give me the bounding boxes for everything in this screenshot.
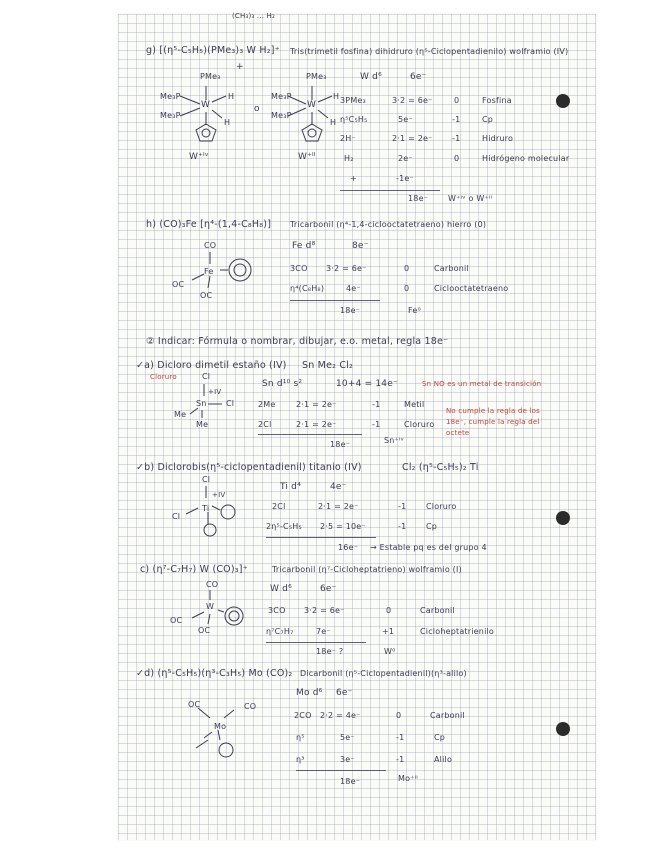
sum-line bbox=[340, 190, 440, 191]
table-head-metal: W d⁶ bbox=[360, 72, 382, 82]
total: 16e⁻ bbox=[338, 543, 359, 552]
label: PMe₃ bbox=[306, 72, 327, 81]
table-head-e: 6e⁻ bbox=[336, 688, 353, 698]
row-charge: 0 bbox=[454, 96, 460, 105]
row-ligand: + bbox=[350, 174, 357, 183]
row-calc: 4e⁻ bbox=[346, 284, 361, 293]
row-ligand: η⁵C₅H₅ bbox=[340, 115, 368, 124]
row-name: Metil bbox=[404, 400, 425, 409]
section-h-header: h) (CO)₃Fe [η⁴-(1,4-C₈H₈)] bbox=[146, 219, 272, 230]
label: Cl bbox=[226, 399, 235, 408]
label: OC bbox=[188, 700, 201, 709]
ox-state-a: W⁺ᴵᵛ bbox=[189, 152, 209, 162]
row-name: Hidruro bbox=[482, 134, 514, 143]
total: 18e⁻ bbox=[340, 306, 361, 315]
row-name: Cloruro bbox=[426, 502, 457, 511]
label: Cl bbox=[202, 475, 211, 484]
note-octet-rule: No cumple la regla de los 18e⁻, cumple la regla del octete bbox=[446, 407, 541, 437]
row-ligand: 2η⁵-C₅H₅ bbox=[266, 522, 302, 531]
total: 18e⁻ bbox=[330, 440, 351, 449]
row-ligand: H₂ bbox=[344, 154, 354, 163]
label: H bbox=[224, 118, 231, 127]
correction: Cloruro bbox=[150, 373, 177, 381]
row-calc: 2·1 = 2e⁻ bbox=[392, 134, 433, 143]
row-charge: 0 bbox=[454, 154, 460, 163]
label: OC bbox=[198, 626, 211, 635]
sum-line bbox=[266, 642, 366, 643]
label: CO bbox=[204, 241, 217, 250]
total: 18e⁻ ? bbox=[316, 647, 344, 656]
sum-line bbox=[296, 770, 386, 771]
stability-note: → Estable pq es del grupo 4 bbox=[370, 543, 487, 552]
metal-label: Ti bbox=[202, 504, 210, 513]
metal-label: W bbox=[307, 100, 317, 110]
row-ligand: 2Cl bbox=[272, 502, 286, 511]
row-charge: -1 bbox=[396, 733, 405, 742]
label: CO bbox=[244, 702, 257, 711]
row-calc: 2·1 = 2e⁻ bbox=[296, 420, 337, 429]
section-g-header: g) [(η⁵-C₅H₅)(PMe₃)₃ W H₂]⁺ bbox=[146, 45, 280, 56]
label: Me₃P bbox=[160, 92, 181, 101]
row-ligand: 2CO bbox=[294, 711, 312, 720]
note-not-transition-metal: Sn NO es un metal de transición bbox=[422, 380, 542, 388]
table-head-e: 6e⁻ bbox=[320, 584, 337, 594]
row-charge: +1 bbox=[382, 627, 395, 636]
row-ligand: 2Cl bbox=[258, 420, 272, 429]
label: Me₃P bbox=[160, 111, 181, 120]
section-2d-name: Dicarbonil (η⁵-Ciclopentadienil)(η³-alilo) bbox=[300, 669, 467, 678]
row-charge: -1 bbox=[372, 420, 381, 429]
metal-label: W bbox=[206, 602, 215, 611]
ox-state-b: W⁺ᴵᴵ bbox=[298, 152, 316, 162]
row-name: Ciclooctatetraeno bbox=[434, 284, 509, 293]
ox-label: +IV bbox=[212, 491, 226, 499]
row-calc: 3e⁻ bbox=[340, 755, 355, 764]
row-name: Alilo bbox=[434, 755, 453, 764]
row-ligand: η⁵ bbox=[296, 733, 305, 742]
row-charge: 0 bbox=[404, 284, 410, 293]
section-2a-header: ✓a) Dicloro dimetil estaño (IV) bbox=[136, 360, 287, 371]
ox-state: Sn⁺ᴵᵛ bbox=[384, 436, 405, 445]
label: Me bbox=[174, 410, 187, 419]
label: PMe₃ bbox=[200, 72, 221, 81]
row-name: Hidrógeno molecular bbox=[482, 154, 570, 163]
row-ligand: η⁷C₇H₇ bbox=[266, 627, 294, 636]
row-calc: 5e⁻ bbox=[398, 115, 413, 124]
row-name: Fosfina bbox=[482, 96, 512, 105]
label: H bbox=[228, 92, 235, 101]
row-charge: -1 bbox=[452, 134, 461, 143]
row-name: Carbonil bbox=[420, 606, 455, 615]
table-head-e: 4e⁻ bbox=[330, 482, 347, 492]
label: OC bbox=[200, 291, 213, 300]
section-2-title: ② Indicar: Fórmula o nombrar, dibujar, e.o. metal, regla 18e⁻ bbox=[146, 336, 449, 347]
table-head-e: 10+4 = 14e⁻ bbox=[336, 379, 398, 389]
metal-label: Sn bbox=[196, 399, 207, 408]
sum-line bbox=[266, 537, 376, 538]
row-calc: -1e⁻ bbox=[396, 174, 414, 183]
row-ligand: 2Me bbox=[258, 400, 276, 409]
row-name: Cloruro bbox=[404, 420, 435, 429]
metal-label: Fe bbox=[204, 267, 214, 276]
row-name: Cp bbox=[426, 522, 438, 531]
ox-state: W⁰ bbox=[384, 647, 396, 656]
top-fragment: (CH₃)₃ ... H₂ bbox=[232, 12, 276, 20]
row-name: Cp bbox=[434, 733, 446, 742]
ox-label: +IV bbox=[208, 388, 222, 396]
row-ligand: η³ bbox=[296, 755, 305, 764]
row-name: Carbonil bbox=[434, 264, 469, 273]
section-g-name: Tris(trimetil fosfina) dihidruro (η⁵-Ciclopentadienilo) wolframio (IV) bbox=[290, 47, 569, 56]
row-calc: 3·2 = 6e⁻ bbox=[304, 606, 345, 615]
section-2c-name: Tricarbonil (η⁷-Cicloheptatrieno) wolframio (I) bbox=[272, 565, 462, 574]
row-name: Cicloheptatrienilo bbox=[420, 627, 495, 636]
row-charge: 0 bbox=[404, 264, 410, 273]
row-calc: 7e⁻ bbox=[316, 627, 331, 636]
label: CO bbox=[206, 580, 219, 589]
label: OC bbox=[172, 280, 185, 289]
metal-label: Mo bbox=[214, 722, 227, 731]
metal-label: W bbox=[201, 100, 211, 110]
row-calc: 3·2 = 6e⁻ bbox=[392, 96, 433, 105]
table-head-e: 8e⁻ bbox=[352, 241, 369, 251]
table-head-metal: Sn d¹⁰ s² bbox=[262, 379, 303, 389]
section-h-name: Tricarbonil (η⁴-1,4-ciclooctatetraeno) hierro (0) bbox=[290, 220, 487, 229]
row-calc: 2·1 = 2e⁻ bbox=[318, 502, 359, 511]
ox-summary: W⁺ᴵᵛ o W⁺ᴵᴵ bbox=[448, 194, 493, 203]
label: Cl bbox=[202, 372, 211, 381]
row-ligand: 3PMe₃ bbox=[340, 96, 366, 105]
row-ligand: 2H⁻ bbox=[340, 134, 356, 143]
row-calc: 5e⁻ bbox=[340, 733, 355, 742]
row-charge: 0 bbox=[386, 606, 392, 615]
row-charge: 0 bbox=[396, 711, 402, 720]
molecule-2b bbox=[172, 478, 252, 528]
section-2c-header: c) (η⁷-C₇H₇) W (CO)₃]⁺ bbox=[140, 564, 248, 575]
row-ligand: 3CO bbox=[290, 264, 308, 273]
sum-line bbox=[258, 434, 362, 435]
total: 18e⁻ bbox=[340, 777, 361, 786]
binder-hole-icon bbox=[556, 94, 570, 108]
label: H bbox=[330, 118, 337, 127]
table-head-metal: W d⁶ bbox=[270, 584, 292, 594]
row-charge: -1 bbox=[398, 502, 407, 511]
row-calc: 2·1 = 2e⁻ bbox=[296, 400, 337, 409]
binder-hole-icon bbox=[556, 722, 570, 736]
sum-line bbox=[290, 300, 380, 301]
section-2b-formula: Cl₂ (η⁵-C₅H₅)₂ Ti bbox=[402, 462, 479, 473]
table-head-metal: Mo d⁶ bbox=[296, 688, 323, 698]
row-calc: 3·2 = 6e⁻ bbox=[326, 264, 367, 273]
label: Me₃P bbox=[271, 92, 292, 101]
row-calc: 2e⁻ bbox=[398, 154, 413, 163]
label: Me bbox=[196, 420, 209, 429]
binder-hole-icon bbox=[556, 511, 570, 525]
label: H bbox=[333, 92, 340, 101]
section-2a-formula: Sn Me₂ Cl₂ bbox=[302, 360, 354, 371]
label: Cl bbox=[172, 512, 181, 521]
row-ligand: η⁴(C₈H₈) bbox=[290, 284, 325, 293]
table-head-metal: Fe d⁸ bbox=[292, 241, 316, 251]
circle-sign: o bbox=[254, 104, 260, 114]
row-name: Carbonil bbox=[430, 711, 465, 720]
label: Me₃P bbox=[271, 111, 292, 120]
table-head-metal: Ti d⁴ bbox=[280, 482, 301, 492]
plus-sign: + bbox=[236, 62, 244, 72]
table-head-e: 6e⁻ bbox=[410, 72, 427, 82]
label: OC bbox=[170, 616, 183, 625]
total: 18e⁻ bbox=[408, 194, 429, 203]
row-calc: 2·5 = 10e⁻ bbox=[320, 522, 366, 531]
row-charge: -1 bbox=[452, 115, 461, 124]
section-2d-header: ✓d) (η⁵-C₅H₅)(η³-C₃H₅) Mo (CO)₂ bbox=[136, 668, 293, 679]
section-2b-header: ✓b) Diclorobis(η⁵-ciclopentadienil) titanio (IV) bbox=[136, 462, 362, 473]
molecule-h bbox=[170, 242, 260, 302]
row-charge: -1 bbox=[396, 755, 405, 764]
row-charge: -1 bbox=[398, 522, 407, 531]
row-name: Cp bbox=[482, 115, 494, 124]
row-charge: -1 bbox=[372, 400, 381, 409]
row-ligand: 3CO bbox=[268, 606, 286, 615]
ox-state: Fe⁰ bbox=[408, 306, 421, 315]
ox-state: Mo⁺ᴵᴵ bbox=[398, 774, 418, 783]
row-calc: 2·2 = 4e⁻ bbox=[320, 711, 361, 720]
